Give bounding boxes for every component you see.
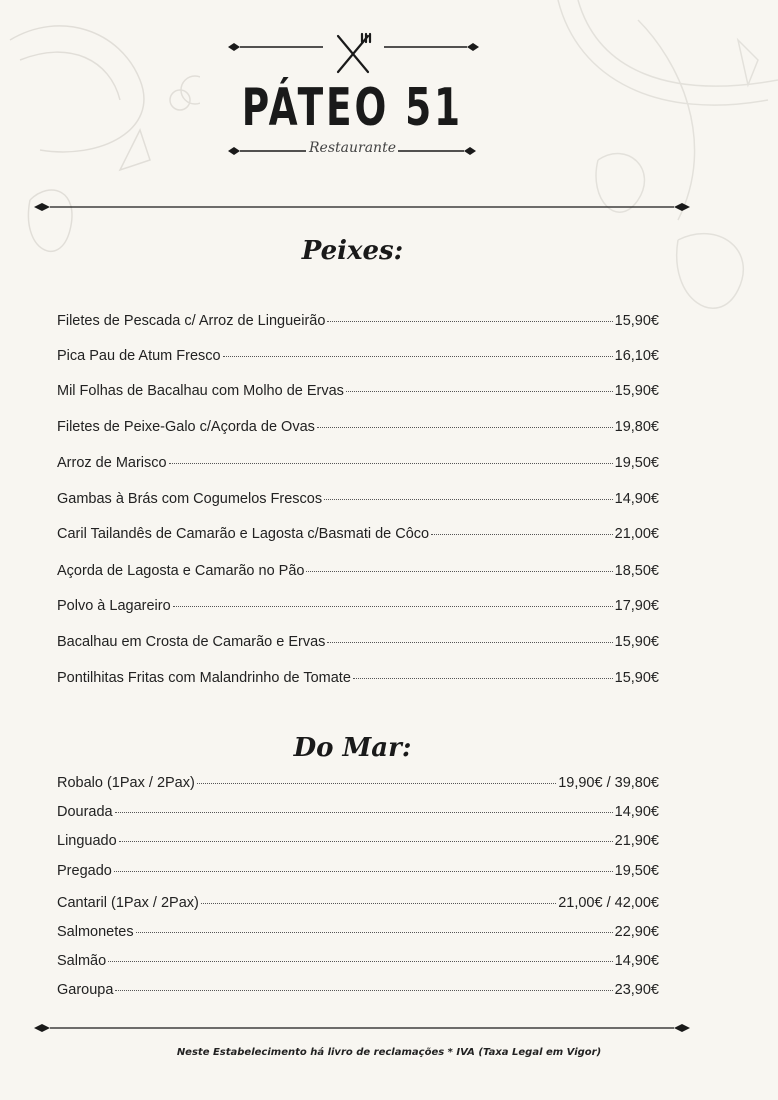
item-name: Filetes de Peixe-Galo c/Açorda de Ovas — [57, 419, 315, 435]
item-name: Pica Pau de Atum Fresco — [57, 348, 221, 364]
item-price: 14,90€ — [614, 953, 659, 969]
item-name: Salmão — [57, 953, 107, 969]
item-price: 23,90€ — [614, 982, 659, 998]
item-price: 21,90€ — [614, 833, 659, 849]
item-price: 15,90€ — [614, 670, 659, 686]
item-name: Dourada — [57, 804, 113, 820]
dot-leader — [108, 960, 612, 962]
menu-item — [57, 526, 659, 542]
menu-item — [57, 863, 659, 879]
menu-item — [57, 775, 659, 791]
dot-leader — [431, 533, 613, 535]
item-price: 18,50€ — [614, 563, 659, 579]
restaurant-logo — [0, 20, 778, 180]
logo-ornament-right-top — [384, 42, 479, 52]
item-name: Cantaril (1Pax / 2Pax) — [57, 895, 199, 911]
item-price: 15,90€ — [614, 313, 659, 329]
dot-leader — [119, 840, 613, 842]
dot-leader — [223, 355, 613, 357]
logo-ornament-left-top — [228, 42, 323, 52]
menu-item — [57, 598, 659, 614]
item-price: 14,90€ — [614, 491, 659, 507]
dot-leader — [327, 320, 612, 322]
menu-item — [57, 953, 659, 969]
item-name: Filetes de Pescada c/ Arroz de Lingueirão — [57, 313, 326, 329]
logo-ornament-right-bottom — [398, 146, 476, 156]
item-name: Salmonetes — [57, 924, 134, 940]
dot-leader — [173, 605, 613, 607]
item-price: 15,90€ — [614, 383, 659, 399]
cutlery-icon — [330, 32, 376, 76]
item-name: Arroz de Marisco — [57, 455, 167, 471]
restaurant-subtitle: Restaurante — [309, 140, 396, 156]
item-name: Garoupa — [57, 982, 114, 998]
dot-leader — [197, 782, 556, 784]
dot-leader — [114, 870, 613, 872]
dot-leader — [115, 989, 612, 991]
item-name: Açorda de Lagosta e Camarão no Pão — [57, 563, 305, 579]
dot-leader — [353, 677, 613, 679]
item-name: Pontilhitas Fritas com Malandrinho de Tomate — [57, 670, 351, 686]
item-price: 19,50€ — [614, 863, 659, 879]
menu-item — [57, 455, 659, 471]
dot-leader — [327, 641, 612, 643]
menu-item — [57, 348, 659, 364]
item-name: Robalo (1Pax / 2Pax) — [57, 775, 195, 791]
menu-item — [57, 634, 659, 650]
menu-item — [57, 383, 659, 399]
menu-item — [57, 313, 659, 329]
item-price: 21,00€ — [614, 526, 659, 542]
item-name: Polvo à Lagareiro — [57, 598, 171, 614]
dot-leader — [324, 498, 613, 500]
menu-item — [57, 982, 659, 998]
restaurant-name: PÁTEO 51 — [241, 78, 463, 138]
menu-item — [57, 419, 659, 435]
item-name: Bacalhau em Crosta de Camarão e Ervas — [57, 634, 326, 650]
section-title-do-mar: Do Mar: — [293, 733, 412, 763]
item-price: 19,50€ — [614, 455, 659, 471]
item-price: 21,00€ / 42,00€ — [558, 895, 659, 911]
dot-leader — [201, 902, 556, 904]
divider-bottom — [34, 1023, 690, 1033]
item-name: Linguado — [57, 833, 117, 849]
item-price: 19,80€ — [614, 419, 659, 435]
menu-item — [57, 491, 659, 507]
item-price: 14,90€ — [614, 804, 659, 820]
item-name: Pregado — [57, 863, 112, 879]
dot-leader — [317, 426, 613, 428]
item-name: Mil Folhas de Bacalhau com Molho de Ervas — [57, 383, 344, 399]
dot-leader — [306, 570, 612, 572]
menu-item — [57, 804, 659, 820]
item-price: 15,90€ — [614, 634, 659, 650]
menu-item — [57, 670, 659, 686]
item-name: Gambas à Brás com Cogumelos Frescos — [57, 491, 323, 507]
dot-leader — [169, 462, 613, 464]
menu-item — [57, 563, 659, 579]
footer-note: Neste Estabelecimento há livro de reclamações * IVA (Taxa Legal em Vigor) — [176, 1047, 602, 1058]
item-price: 16,10€ — [614, 348, 659, 364]
item-price: 19,90€ / 39,80€ — [558, 775, 659, 791]
menu-item — [57, 895, 659, 911]
menu-item — [57, 924, 659, 940]
section-title-peixes: Peixes: — [301, 236, 404, 266]
divider-top — [34, 202, 690, 212]
item-price: 22,90€ — [614, 924, 659, 940]
dot-leader — [136, 931, 613, 933]
item-name: Caril Tailandês de Camarão e Lagosta c/Basmati de Côco — [57, 526, 430, 542]
item-price: 17,90€ — [614, 598, 659, 614]
menu-item — [57, 833, 659, 849]
dot-leader — [115, 811, 613, 813]
dot-leader — [346, 390, 613, 392]
